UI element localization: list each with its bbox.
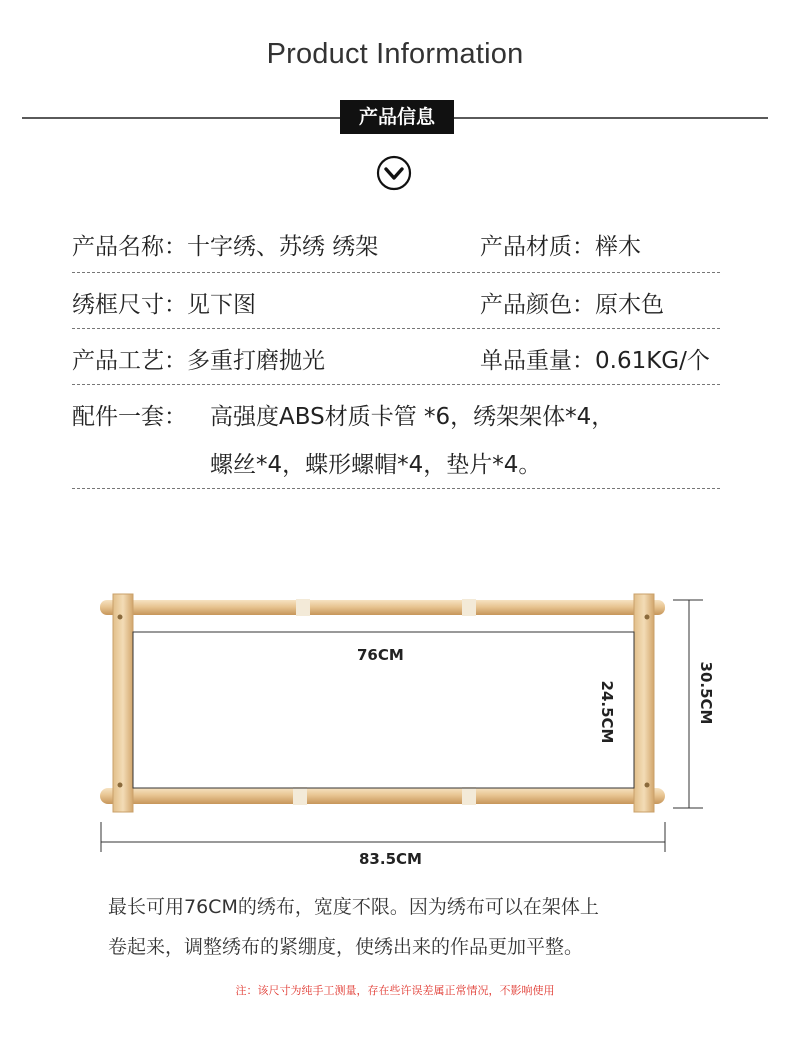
accessories-label: 配件一套： [72,404,187,430]
outer-width-label: 83.5CM [359,850,422,868]
row-divider [72,384,720,385]
product-weight: 单品重量：0.61KG/个 [480,348,710,374]
frame-size: 绣框尺寸：见下图 [72,292,256,318]
product-color: 产品颜色：原木色 [480,292,664,318]
row-divider [72,328,720,329]
inner-width-label: 76CM [357,646,404,664]
screw-icon [645,615,650,620]
product-name: 产品名称：十字绣、苏绣 绣架 [72,234,379,260]
right-post [634,594,654,812]
row-divider [72,488,720,489]
screw-icon [118,783,123,788]
top-rod [100,599,665,616]
page-title: Product Information [266,38,524,70]
description-line-1: 最长可用76CM的绣布，宽度不限。因为绣布可以在架体上 [108,896,599,918]
accessories-line-1: 高强度ABS材质卡管 *6，绣架架体*4， [210,404,615,430]
chevron-down-circle-icon [376,155,412,191]
row-divider [72,272,720,273]
embroidery-frame-diagram [0,580,790,880]
left-post [113,594,133,812]
product-material: 产品材质：榉木 [480,234,641,260]
bottom-rod [100,787,665,805]
outer-height-label: 30.5CM [697,661,715,725]
screw-icon [118,615,123,620]
accessories-line-2: 螺丝*4，蝶形螺帽*4，垫片*4。 [210,452,542,478]
product-craft: 产品工艺：多重打磨抛光 [72,348,325,374]
screw-icon [645,783,650,788]
description-line-2: 卷起来，调整绣布的紧绷度，使绣出来的作品更加平整。 [108,936,584,958]
inner-height-label: 24.5CM [598,680,616,744]
disclaimer-note: 注：该尺寸为纯手工测量，存在些许误差属正常情况，不影响使用 [235,984,555,997]
section-badge: 产品信息 [340,100,454,134]
